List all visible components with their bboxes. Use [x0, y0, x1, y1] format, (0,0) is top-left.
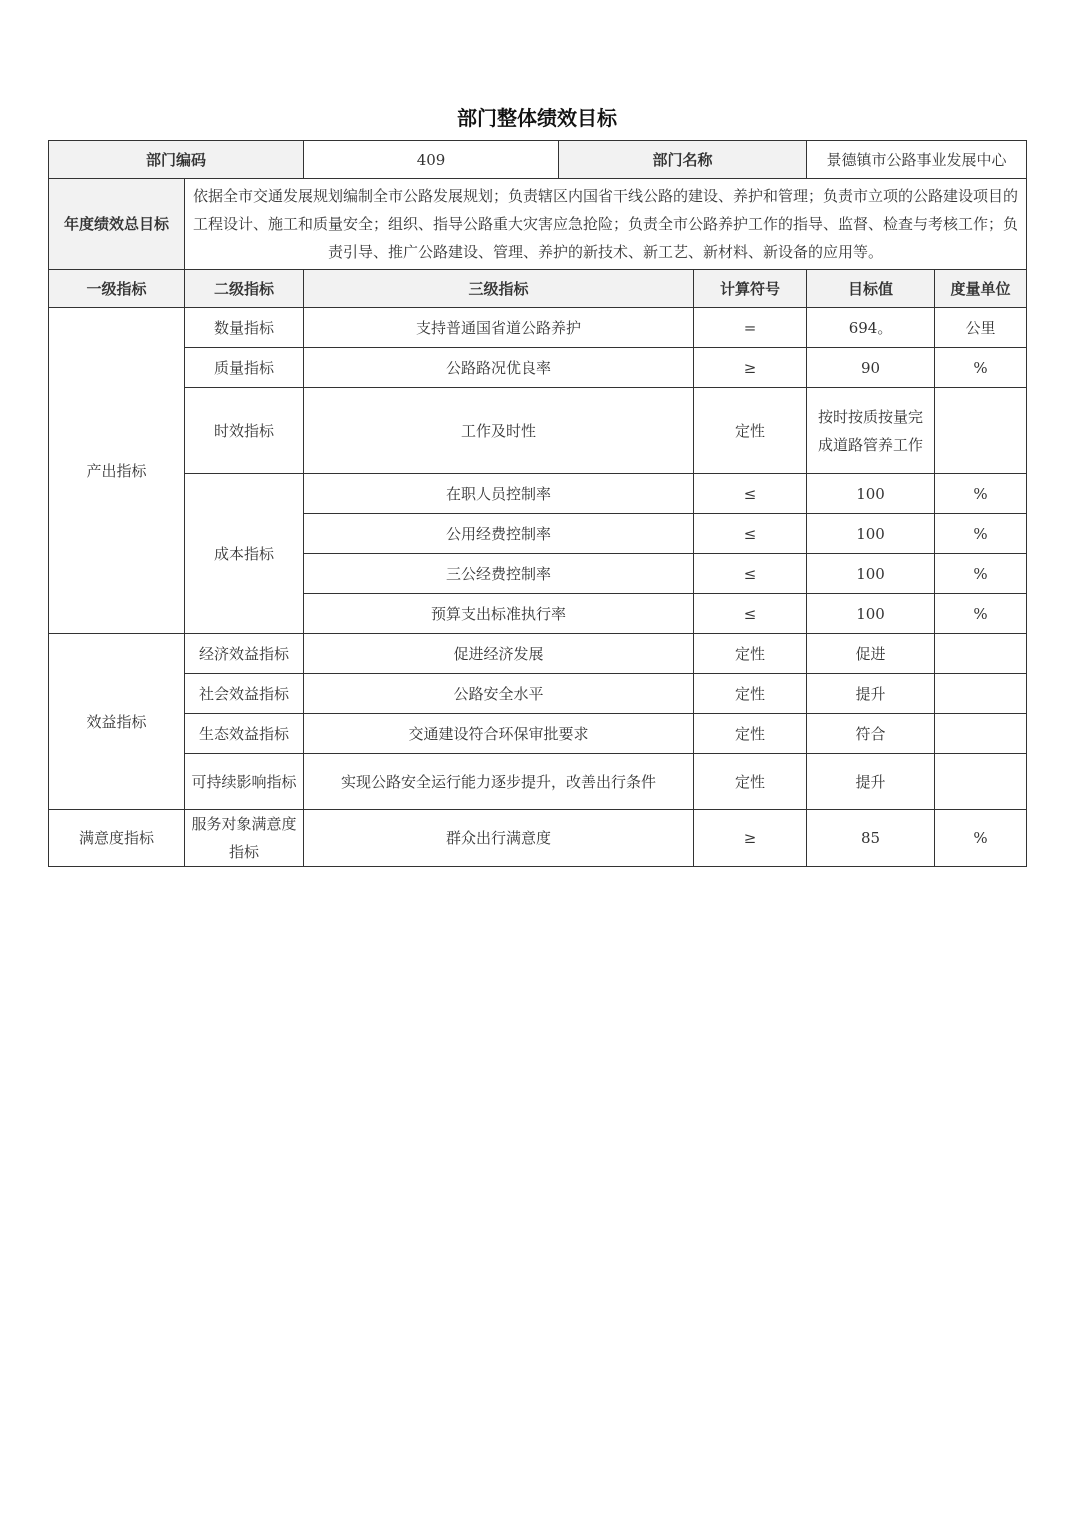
indicator-symbol: ≤ — [694, 514, 807, 554]
indicator-target: 提升 — [807, 674, 935, 714]
indicator-name: 三公经费控制率 — [304, 554, 694, 594]
indicator-unit — [935, 388, 1027, 474]
indicator-symbol: ≤ — [694, 594, 807, 634]
indicator-unit — [935, 674, 1027, 714]
group-benefit: 效益指标 — [49, 634, 185, 810]
annual-goal-text: 依据全市交通发展规划编制全市公路发展规划；负责辖区内国省干线公路的建设、养护和管理；负责市立项的公路建设项目的工程设计、施工和质量安全；组织、指导公路重大灾害应急抢险；负责全市公路养护工作的指导、监督、检查与考核工作；负责引导、推广公路建设、管理、养护的新技术、新工艺、新材料、新设备的应用等。 — [185, 179, 1027, 270]
indicator-symbol: ≤ — [694, 474, 807, 514]
indicator-symbol: 定性 — [694, 754, 807, 810]
col-header-symbol: 计算符号 — [694, 270, 807, 308]
subgroup-ecological: 生态效益指标 — [185, 714, 304, 754]
indicator-unit — [935, 634, 1027, 674]
subgroup-economic: 经济效益指标 — [185, 634, 304, 674]
indicator-unit — [935, 754, 1027, 810]
subgroup-cost: 成本指标 — [185, 474, 304, 634]
col-header-level2: 二级指标 — [185, 270, 304, 308]
table-row — [49, 714, 1027, 754]
indicator-target: 100 — [807, 514, 935, 554]
indicator-target: 100 — [807, 474, 935, 514]
indicator-symbol: 定性 — [694, 634, 807, 674]
column-header-row — [49, 270, 1027, 308]
subgroup-timeliness: 时效指标 — [185, 388, 304, 474]
indicator-symbol: ≥ — [694, 348, 807, 388]
table-row — [49, 474, 1027, 514]
indicator-target: 100 — [807, 594, 935, 634]
indicator-target: 85 — [807, 810, 935, 867]
indicator-name: 预算支出标准执行率 — [304, 594, 694, 634]
indicator-symbol: ≥ — [694, 810, 807, 867]
table-row — [49, 810, 1027, 867]
table-row — [49, 634, 1027, 674]
subgroup-social: 社会效益指标 — [185, 674, 304, 714]
subgroup-quantity: 数量指标 — [185, 308, 304, 348]
dept-info-row — [49, 141, 1027, 179]
annual-goal-row — [49, 179, 1027, 270]
indicator-target: 按时按质按量完成道路管养工作 — [807, 388, 935, 474]
group-output: 产出指标 — [49, 308, 185, 634]
page-title: 部门整体绩效目标 — [457, 106, 617, 130]
indicator-symbol: = — [694, 308, 807, 348]
indicator-name: 公路路况优良率 — [304, 348, 694, 388]
indicator-symbol: 定性 — [694, 674, 807, 714]
table-row — [49, 674, 1027, 714]
indicator-unit: 公里 — [935, 308, 1027, 348]
group-satisfaction: 满意度指标 — [49, 810, 185, 867]
indicator-symbol: ≤ — [694, 554, 807, 594]
indicator-unit — [935, 714, 1027, 754]
col-header-level1: 一级指标 — [49, 270, 185, 308]
indicator-target: 100 — [807, 554, 935, 594]
performance-goals-table — [48, 140, 1027, 867]
dept-code-label: 部门编码 — [49, 141, 304, 179]
indicator-unit: % — [935, 348, 1027, 388]
dept-name-value: 景德镇市公路事业发展中心 — [807, 141, 1027, 179]
indicator-target: 促进 — [807, 634, 935, 674]
indicator-name: 公用经费控制率 — [304, 514, 694, 554]
indicator-name: 工作及时性 — [304, 388, 694, 474]
indicator-unit: % — [935, 810, 1027, 867]
indicator-target: 提升 — [807, 754, 935, 810]
indicator-symbol: 定性 — [694, 388, 807, 474]
indicator-unit: % — [935, 554, 1027, 594]
indicator-unit: % — [935, 594, 1027, 634]
indicator-name: 促进经济发展 — [304, 634, 694, 674]
col-header-unit: 度量单位 — [935, 270, 1027, 308]
table-row — [49, 388, 1027, 474]
subgroup-sustainable: 可持续影响指标 — [185, 754, 304, 810]
subgroup-quality: 质量指标 — [185, 348, 304, 388]
subgroup-service: 服务对象满意度指标 — [185, 810, 304, 867]
indicator-target: 90 — [807, 348, 935, 388]
indicator-name: 支持普通国省道公路养护 — [304, 308, 694, 348]
dept-name-label: 部门名称 — [559, 141, 807, 179]
col-header-target: 目标值 — [807, 270, 935, 308]
indicator-name: 公路安全水平 — [304, 674, 694, 714]
indicator-name: 实现公路安全运行能力逐步提升，改善出行条件 — [304, 754, 694, 810]
indicator-unit: % — [935, 514, 1027, 554]
indicator-target: 符合 — [807, 714, 935, 754]
indicator-name: 交通建设符合环保审批要求 — [304, 714, 694, 754]
table-row — [49, 754, 1027, 810]
annual-goal-label: 年度绩效总目标 — [49, 179, 185, 270]
indicator-unit: % — [935, 474, 1027, 514]
table-row — [49, 348, 1027, 388]
indicator-name: 群众出行满意度 — [304, 810, 694, 867]
indicator-symbol: 定性 — [694, 714, 807, 754]
indicator-target: 694。 — [807, 308, 935, 348]
table-row — [49, 308, 1027, 348]
col-header-level3: 三级指标 — [304, 270, 694, 308]
indicator-name: 在职人员控制率 — [304, 474, 694, 514]
dept-code-value: 409 — [304, 141, 559, 179]
